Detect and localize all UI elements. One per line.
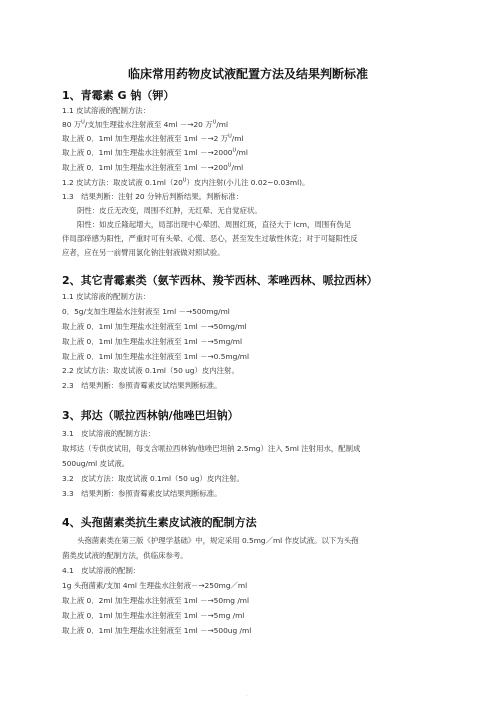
s2-line-2: 0．5g/支加生理盐水注射液至 1ml －→500mg/ml (62, 307, 230, 316)
s1-line-1: 1.1 皮试溶液的配制方法： (62, 106, 151, 115)
document-title: 临床常用药物皮试液配置方法及结果判断标准 (127, 67, 368, 81)
page-corner-mark: . (246, 692, 248, 698)
s2-line-7: 2.3 结果判断：参照青霉素皮试结果判断标准。 (62, 381, 222, 390)
s1-line-2-sup: U (81, 119, 85, 126)
s1-line-6-a: 1.2 皮试方法：取皮试液 0.1ml（20 (62, 178, 183, 187)
s1-line-2-b: /支加生理盐水注射液至 4ml －→20 万 (84, 120, 213, 129)
s2-line-1: 1.1 皮试溶液的配制方法： (62, 292, 151, 301)
section-1-heading: 1、青霉素 G 钠（钾） (62, 89, 175, 102)
s1-line-2 (62, 120, 228, 130)
s1-line-4-sup: U (232, 147, 237, 154)
s1-line-6 (62, 178, 309, 188)
s1-line-4-b: /ml (236, 148, 248, 157)
s3-line-5: 3.3 结果判断：参照青霉素皮试结果判断标准。 (62, 489, 222, 498)
s3-line-1: 3.1 皮试溶液的配制方法： (62, 429, 156, 438)
s1-line-3-sup: U (228, 133, 232, 140)
s1-line-3-a: 取上液 0．1ml 加生理盐水注射液至 1ml －→2 万 (62, 134, 229, 143)
s1-line-10: 伴局部痒感为阳性，严重时可有头晕、心慌、恶心，甚至发生过敏性休克；对于可疑阳性反 (62, 234, 358, 243)
s3-line-3: 500ug/ml 皮试液。 (62, 459, 130, 468)
s1-line-2-sup2: U (212, 119, 217, 126)
s1-line-4 (62, 148, 248, 158)
s4-line-5: 取上液 0．2ml 加生理盐水注射液至 1ml －→50mg /ml (62, 596, 250, 605)
s2-line-3: 取上液 0．1ml 加生理盐水注射液至 1ml －→50mg/ml (62, 322, 247, 331)
s4-line-2: 菌类皮试液的配制方法，供临床参考。 (62, 551, 188, 560)
s4-line-4: 1g 头孢菌素/支加 4ml 生理盐水注射液－→250mg／ml (62, 581, 248, 590)
s3-line-4: 3.2 皮试方法：取皮试液 0.1ml（50 ug）皮内注射。 (62, 474, 244, 483)
s1-line-5-sup: U (227, 162, 232, 169)
s4-line-6: 取上液 0．1ml 加生理盐水注射液至 1ml －→5mg /ml (62, 611, 245, 620)
s1-line-4-a: 取上液 0．1ml 加生理盐水注射液至 1ml －→2000 (62, 148, 233, 157)
s3-line-2: 取邦达（专供皮试用，每支含哌拉西林钠/他唑巴坦钠 2.5mg）注入 5ml 注射用水，配制成 (62, 444, 361, 453)
section-3-heading: 3、邦达（哌拉西林钠/他唑巴坦钠） (62, 409, 239, 422)
section-4-heading: 4、头孢菌素类抗生素皮试液的配制方法 (62, 516, 257, 529)
s1-line-11: 应者，应在另一前臂用氯化钠注射液做对照试验。 (62, 248, 225, 257)
s4-line-1: 头孢菌素类在第三版《护理学基础》中，规定采用 0.5mg／ml 作皮试液。以下为头孢 (77, 536, 359, 545)
s4-line-3: 4.1 皮试溶液的配制： (62, 566, 141, 575)
s2-line-4: 取上液 0．1ml 加生理盐水注射液至 1ml －→5mg/ml (62, 337, 243, 346)
s1-line-9: 阳性：如皮丘隆起增大，局部出现中心晕团、周围红斑，直径大于 lcm，周围有伪足 (77, 220, 352, 229)
s1-line-6-b: ）皮内注射(小儿注 0.02~0.03ml)。 (186, 178, 310, 187)
s1-line-2-c: /ml (216, 120, 229, 129)
section-2-heading: 2、其它青霉素类（氨苄西林、羧苄西林、苯唑西林、哌拉西林） (62, 274, 378, 287)
s1-line-5-b: /ml (231, 163, 244, 172)
s1-line-7: 1.3 结果判断：注射 20 分钟后判断结果。判断标准： (62, 192, 244, 201)
s1-line-3-b: /ml (231, 134, 244, 143)
s2-line-5: 取上液 0．1ml 加生理盐水注射液至 1ml －→0.5mg/ml (62, 352, 250, 361)
s1-line-5 (62, 163, 243, 173)
s4-line-7: 取上液 0．1ml 加生理盐水注射液至 1ml －→500ug /ml (62, 626, 252, 635)
s1-line-5-a: 取上液 0．1ml 加生理盐水注射液至 1ml －→200 (62, 163, 228, 172)
s2-line-6: 2.2 皮试方法：取皮试液 0.1ml（50 ug）皮内注射。 (62, 366, 239, 375)
s1-line-6-sup: U (182, 177, 187, 184)
s1-line-3 (62, 134, 244, 144)
s1-line-8: 阴性：皮丘无改变，周围不红肿，无红晕、无自觉症状。 (77, 206, 262, 215)
s1-line-2-a: 80 万 (62, 120, 82, 129)
